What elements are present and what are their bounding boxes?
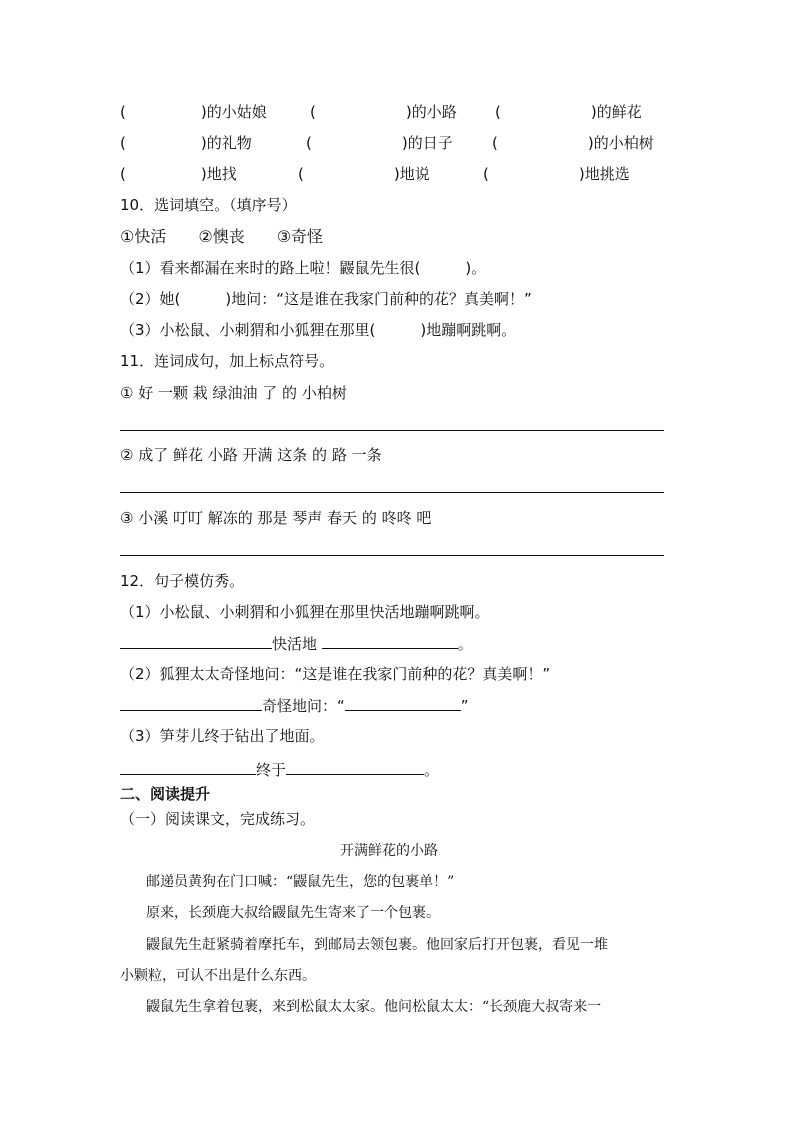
blank[interactable]: [345, 695, 461, 711]
fill-item-find: ( )地找: [120, 165, 237, 183]
imitation-punct: 。: [457, 635, 473, 653]
question-10-sentence-3: （3）小松鼠、小刺猬和小狐狸在那里( )地蹦啊跳啊。: [120, 321, 517, 339]
imitation-punct: 。: [424, 761, 440, 779]
passage-paragraph-1: 邮递员黄狗在门口喊：“鼹鼠先生，您的包裹单！”: [146, 874, 455, 890]
question-11-words-3: ③ 小溪 叮叮 解冻的 那是 琴声 春天 的 咚咚 吧: [120, 509, 432, 527]
question-10-sentence-2: （2）她( )地问：“这是谁在我家门前种的花？真美啊！”: [120, 290, 532, 308]
fill-item-gift: ( )的礼物: [120, 134, 252, 152]
fill-item-girl: ( )的小姑娘: [120, 103, 267, 121]
passage-paragraph-4: 鼹鼠先生拿着包裹，来到松鼠太太家。他问松鼠太太：“长颈鹿大叔寄来一: [146, 999, 602, 1015]
question-11-words-2: ② 成了 鲜花 小路 开满 这条 的 路 一条: [120, 446, 382, 464]
imitation-word: 奇怪地问：“: [262, 697, 345, 715]
blank[interactable]: [120, 759, 256, 775]
question-12-sentence-1: （1）小松鼠、小刺猬和小狐狸在那里快活地蹦啊跳啊。: [120, 603, 490, 621]
section-heading: 二、阅读提升: [120, 785, 211, 803]
blank[interactable]: [286, 759, 424, 775]
imitation-word: 快活地: [272, 635, 318, 653]
section-subheading: （一）阅读课文，完成练习。: [120, 810, 316, 828]
passage-paragraph-3a: 鼹鼠先生赶紧骑着摩托车，到邮局去领包裹。他回家后打开包裹，看见一堆: [146, 937, 608, 953]
question-10-options: ①快活 ②懊丧 ③奇怪: [120, 227, 324, 246]
imitation-punct: ”: [460, 697, 469, 715]
question-12-sentence-2: （2）狐狸太太奇怪地问：“这是谁在我家门前种的花？真美啊！”: [120, 665, 551, 683]
passage-title: 开满鲜花的小路: [340, 843, 438, 859]
question-11-title: 11．连词成句，加上标点符号。: [120, 352, 335, 370]
imitation-word: 终于: [256, 761, 287, 779]
fill-item-road: ( )的小路: [310, 103, 457, 121]
blank[interactable]: [120, 633, 272, 649]
imitation-row-1: [120, 633, 473, 654]
imitation-row-2: [120, 695, 469, 716]
fill-item-cypress: ( )的小柏树: [492, 134, 654, 152]
passage-paragraph-3b: 小颗粒，可认不出是什么东西。: [120, 968, 316, 984]
passage-paragraph-2: 原来，长颈鹿大叔给鼹鼠先生寄来了一个包裹。: [146, 905, 440, 921]
question-10-sentence-1: （1）看来都漏在来时的路上啦！鼹鼠先生很( )。: [120, 259, 487, 277]
blank[interactable]: [120, 695, 262, 711]
fill-item-choose: ( )地挑选: [483, 165, 630, 183]
blank[interactable]: [322, 633, 458, 649]
answer-line-1: [120, 430, 664, 431]
fill-item-flower: ( )的鲜花: [495, 103, 642, 121]
question-12-sentence-3: （3）笋芽儿终于钻出了地面。: [120, 727, 325, 745]
answer-line-3: [120, 555, 664, 556]
answer-line-2: [120, 492, 664, 493]
fill-item-day: ( )的日子: [306, 134, 453, 152]
fill-item-say: ( )地说: [298, 165, 430, 183]
imitation-row-3: [120, 759, 439, 780]
question-11-words-1: ① 好 一颗 栽 绿油油 了 的 小柏树: [120, 384, 347, 402]
question-10-title: 10．选词填空。（填序号）: [120, 196, 297, 214]
question-12-title: 12．句子模仿秀。: [120, 572, 245, 590]
